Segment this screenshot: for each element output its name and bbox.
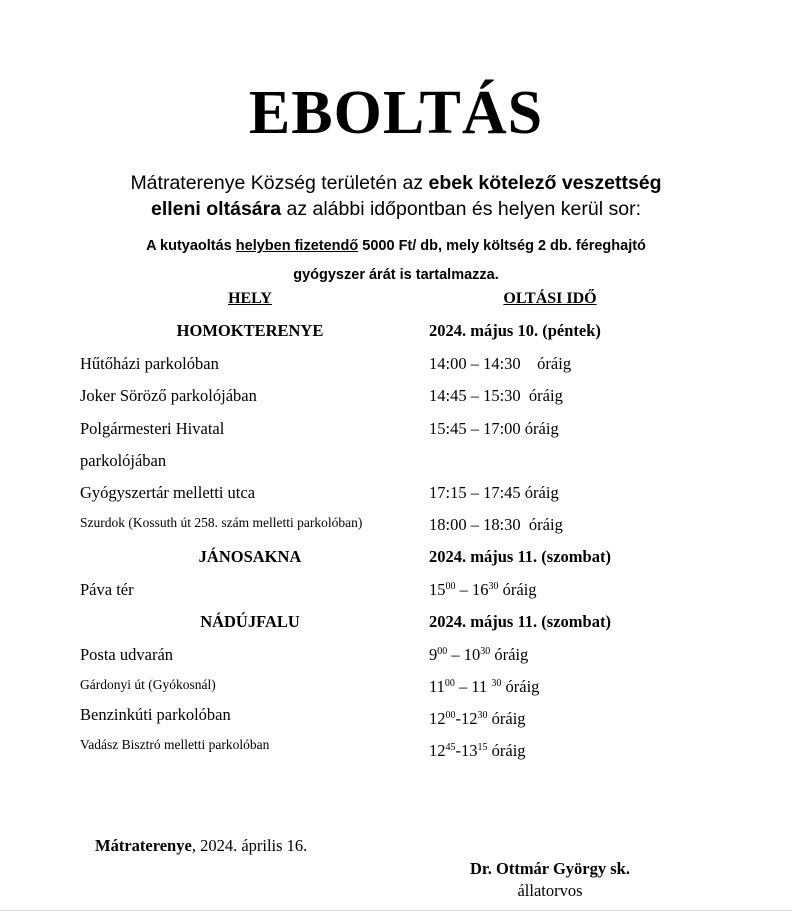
time-minutes: 15 xyxy=(477,742,488,753)
footer-place: Mátraterenye xyxy=(95,836,192,855)
time-part: 15 xyxy=(429,580,446,599)
time-slot xyxy=(429,580,537,600)
intro-emphasis: ebek kötelező veszettség xyxy=(428,172,662,194)
fee-underlined: helyben fizetendő xyxy=(235,238,359,254)
section-date: 2024. május 11. (szombat) xyxy=(429,612,611,631)
time-minutes: 00 xyxy=(445,710,456,721)
time-part: óráig xyxy=(498,580,537,599)
time-minutes: 30 xyxy=(491,678,502,689)
section-name: JÁNOSAKNA xyxy=(198,547,302,566)
fee-paragraph xyxy=(80,232,712,290)
footer-date: , 2024. április 16. xyxy=(191,836,308,855)
schedule-row xyxy=(0,483,792,507)
time-slot: 14:45 – 15:30 óráig xyxy=(429,386,563,405)
location: Vadász Bisztró melletti parkolóban xyxy=(80,737,270,752)
section-name: NÁDÚJFALU xyxy=(200,612,300,631)
location: Gárdonyi út (Gyókosnál) xyxy=(80,677,216,692)
place-column-header: HELY xyxy=(228,290,272,307)
notice-title: EBOLTÁS xyxy=(248,79,544,147)
fee-text: gyógyszer árát is tartalmazza. xyxy=(293,267,499,283)
schedule-row xyxy=(0,451,792,475)
section-date: 2024. május 10. (péntek) xyxy=(429,321,601,340)
location: Hűtőházi parkolóban xyxy=(80,354,219,373)
time-slot xyxy=(429,741,526,761)
time-slot xyxy=(429,645,528,665)
signer-name: Dr. Ottmár György sk. xyxy=(470,859,630,878)
page-divider xyxy=(0,910,792,911)
location: Polgármesteri Hivatal xyxy=(80,419,225,438)
time-slot: 18:00 – 18:30 óráig xyxy=(429,515,563,534)
section-date: 2024. május 11. (szombat) xyxy=(429,547,611,566)
time-minutes: 30 xyxy=(477,710,488,721)
location: Benzinkúti parkolóban xyxy=(80,705,231,724)
time-column-header: OLTÁSI IDŐ xyxy=(503,290,597,307)
time-slot: 15:45 – 17:00 óráig xyxy=(429,419,559,438)
time-part: óráig xyxy=(490,645,529,664)
time-part: 9 xyxy=(429,645,438,664)
schedule-row xyxy=(0,705,792,729)
location: Posta udvarán xyxy=(80,645,174,664)
section-name: HOMOKTERENYE xyxy=(176,321,324,340)
time-minutes: 00 xyxy=(445,581,456,592)
time-part: 11 xyxy=(429,677,445,696)
signer-role: állatorvos xyxy=(517,881,583,900)
fee-text: 5000 Ft/ db, mely költség 2 db. féreghajtó xyxy=(358,238,646,254)
time-minutes: 45 xyxy=(445,742,456,753)
location: Joker Söröző parkolójában xyxy=(80,386,257,405)
time-slot: 14:00 – 14:30 óráig xyxy=(429,354,572,373)
schedule-row xyxy=(0,354,792,378)
time-slot xyxy=(429,709,526,729)
signature-block xyxy=(440,858,660,902)
time-part: 12 xyxy=(429,741,446,760)
schedule-row xyxy=(0,419,792,443)
time-part: óráig xyxy=(487,709,526,728)
section-row xyxy=(0,321,792,345)
time-minutes: 30 xyxy=(480,646,491,657)
location: Szurdok (Kossuth út 258. szám melletti parkolóban) xyxy=(80,515,363,530)
schedule-row xyxy=(0,677,792,701)
time-part: – 11 xyxy=(454,677,492,696)
schedule-row xyxy=(0,515,792,539)
intro-paragraph xyxy=(60,170,732,222)
time-part: óráig xyxy=(501,677,540,696)
intro-text: Mátraterenye Község területén az xyxy=(130,172,429,194)
schedule-row xyxy=(0,737,792,761)
time-slot: 17:15 – 17:45 óráig xyxy=(429,483,559,502)
time-minutes: 30 xyxy=(488,581,499,592)
intro-emphasis: elleni oltására xyxy=(151,198,282,220)
schedule-row xyxy=(0,386,792,410)
section-row xyxy=(0,547,792,571)
place-and-date xyxy=(95,836,307,856)
time-minutes: 00 xyxy=(444,678,455,689)
location: parkolójában xyxy=(80,451,167,470)
section-row xyxy=(0,612,792,636)
schedule-row xyxy=(0,645,792,669)
time-slot xyxy=(429,677,539,697)
time-part: – 16 xyxy=(455,580,489,599)
time-part: -13 xyxy=(455,741,478,760)
time-part: – 10 xyxy=(447,645,481,664)
time-part: óráig xyxy=(487,741,526,760)
intro-text: az alábbi időpontban és helyen kerül sor: xyxy=(281,198,641,220)
schedule-row xyxy=(0,580,792,604)
fee-text: A kutyaoltás xyxy=(146,238,236,254)
time-minutes: 00 xyxy=(437,646,448,657)
location: Gyógyszertár melletti utca xyxy=(80,483,256,502)
time-part: 12 xyxy=(429,709,446,728)
location: Páva tér xyxy=(80,580,134,599)
time-part: -12 xyxy=(455,709,478,728)
